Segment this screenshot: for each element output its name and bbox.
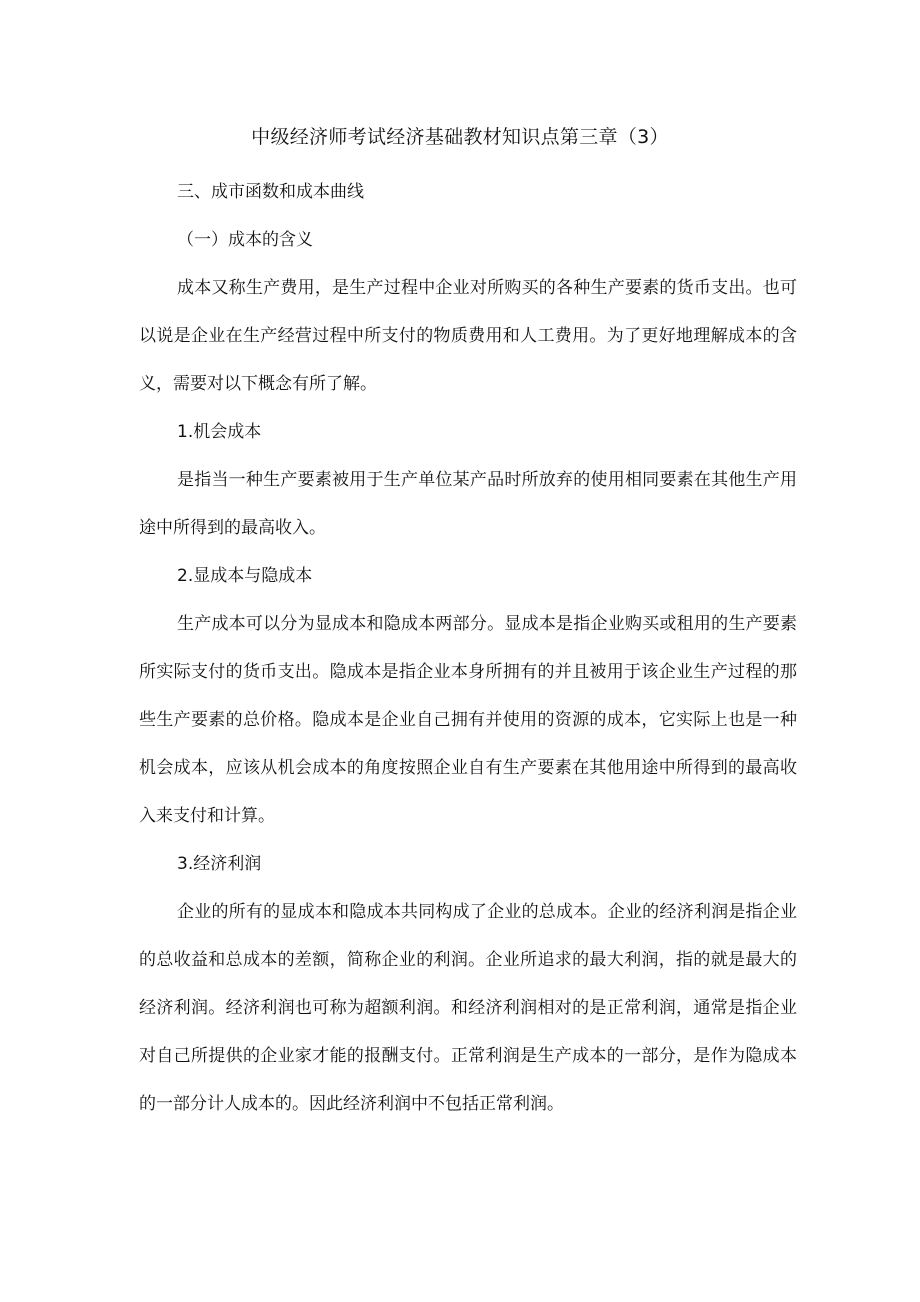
item-heading-economic-profit: 3.经济利润: [177, 854, 262, 874]
item-heading-explicit-implicit-cost: 2.显成本与隐成本: [177, 566, 313, 586]
document-title: 中级经济师考试经济基础教材知识点第三章（3）: [251, 126, 669, 148]
body-paragraph: 企业的所有的显成本和隐成本共同构成了企业的总成本。企业的经济利润是指企业的总收益和总成本的差额，简称企业的利润。企业所追求的最大利润，指的就是最大的经济利润。经济利润也可称为超额利润。和经济利润相对的是正常利润，通常是指企业对自己所提供的企业家才能的报酬支付。正常利润是生产成本的一部分，是作为隐成本的一部分计人成本的。因此经济利润中不包括正常利润。: [139, 902, 797, 1114]
body-paragraph: 生产成本可以分为显成本和隐成本两部分。显成本是指企业购买或租用的生产要素所实际支付的货币支出。隐成本是指企业本身所拥有的并且被用于该企业生产过程的那些生产要素的总价格。隐成本是企业自己拥有并使用的资源的成本，它实际上也是一种机会成本，应该从机会成本的角度按照企业自有生产要素在其他用途中所得到的最高收入来支付和计算。: [139, 614, 797, 826]
document-body: [139, 168, 797, 1128]
subsection-heading: （一）成本的含义: [177, 230, 313, 250]
body-paragraph: 成本又称生产费用，是生产过程中企业对所购买的各种生产要素的货币支出。也可以说是企业在生产经营过程中所支付的物质费用和人工费用。为了更好地理解成本的含义，需要对以下概念有所了解。: [139, 278, 797, 394]
item-heading-opportunity-cost: 1.机会成本: [177, 422, 262, 442]
body-paragraph: 是指当一种生产要素被用于生产单位某产品时所放弃的使用相同要素在其他生产用途中所得到的最高收入。: [139, 470, 797, 538]
section-heading: 三、成市函数和成本曲线: [177, 182, 364, 202]
